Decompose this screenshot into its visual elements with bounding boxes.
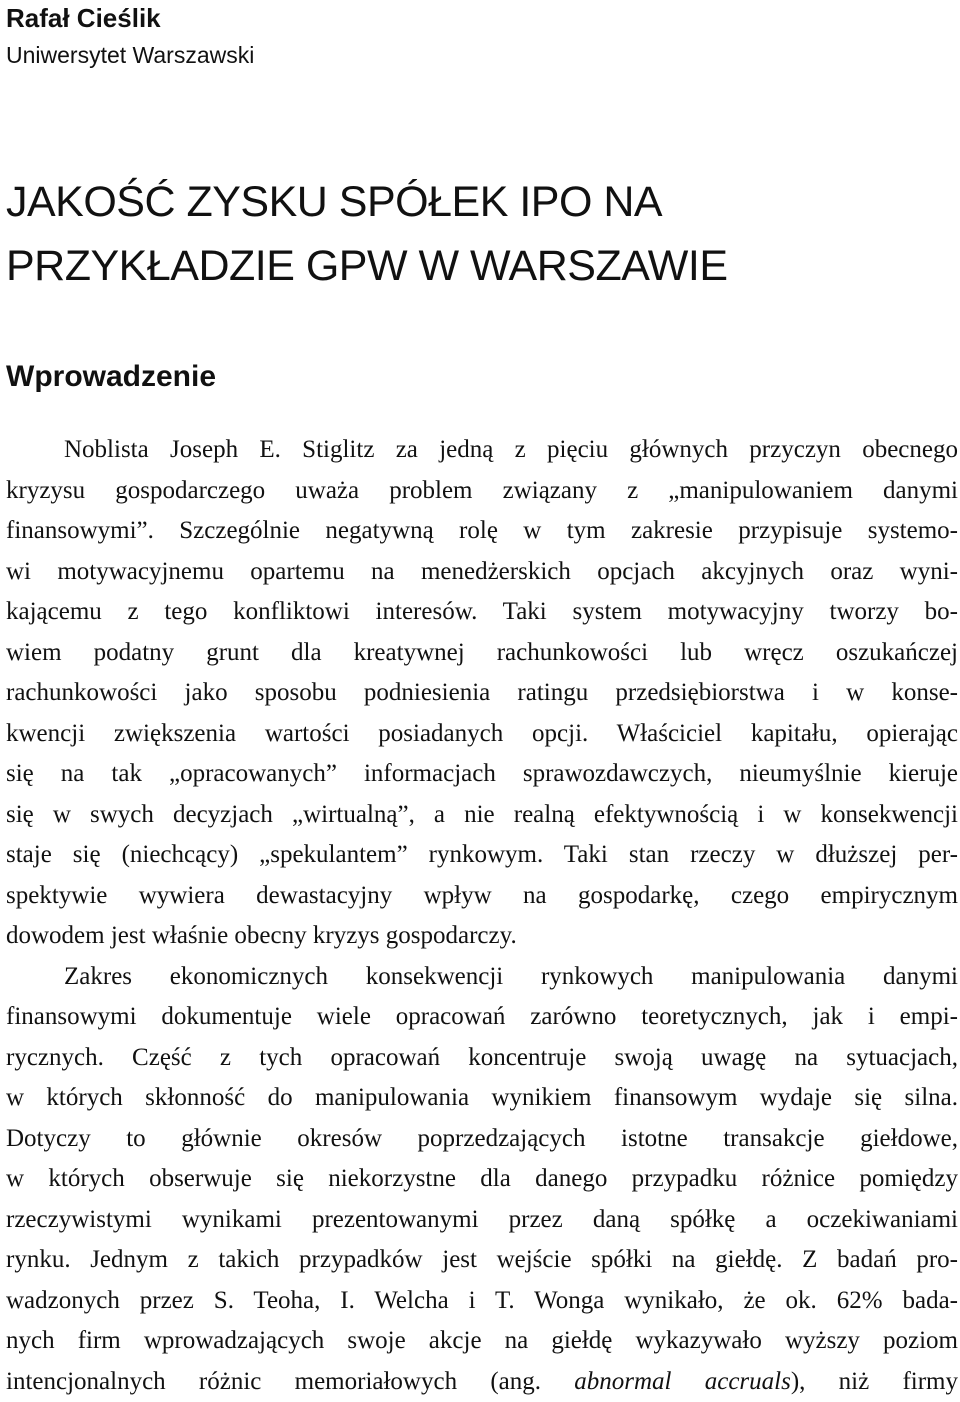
body-line: w których obserwuje się niekorzystne dla danego przypadku różnice pomiędzy — [6, 1159, 958, 1200]
body-line: Zakres ekonomicznych konsekwencji rynkowych manipulowania danymi — [6, 957, 958, 998]
body-line: Noblista Joseph E. Stiglitz za jedną z pięciu głównych przyczyn obecnego — [6, 430, 958, 471]
body-line: Dotyczy to głównie okresów poprzedzających istotne transakcje giełdowe, — [6, 1119, 958, 1160]
body-line: się na tak „opracowanych” informacjach sprawozdawczych, nieumyślnie kieruje — [6, 754, 958, 795]
body-line: wiem podatny grunt dla kreatywnej rachunkowości lub wręcz oszukańczej — [6, 633, 958, 674]
article-title-line-2: PRZYKŁADZIE GPW W WARSZAWIE — [6, 234, 728, 298]
body-text — [6, 430, 958, 1402]
body-line: kryzysu gospodarczego uważa problem związany z „manipulowaniem danymi — [6, 471, 958, 512]
body-line: rynku. Jednym z takich przypadków jest wejście spółki na giełdę. Z badań pro- — [6, 1240, 958, 1281]
section-heading: Wprowadzenie — [6, 357, 216, 397]
body-text-run: intencjonalnych różnic memoriałowych (ang. — [6, 1368, 541, 1395]
body-line-mixed — [6, 1362, 958, 1402]
body-line: staje się (niechcący) „spekulantem” rynkowym. Taki stan rzeczy w dłuższej per- — [6, 835, 958, 876]
body-line: nych firm wprowadzających swoje akcje na giełdę wykazywało wyższy poziom — [6, 1321, 958, 1362]
body-line: dowodem jest właśnie obecny kryzys gospodarczy. — [6, 916, 958, 957]
body-line: wi motywacyjnemu opartemu na menedżerskich opcjach akcyjnych oraz wyni- — [6, 552, 958, 593]
body-line: finansowymi dokumentuje wiele opracowań zarówno teoretycznych, jak i empi- — [6, 997, 958, 1038]
article-title-line-1: JAKOŚĆ ZYSKU SPÓŁEK IPO NA — [6, 170, 728, 234]
body-line: rzeczywistymi wynikami prezentowanymi przez daną spółkę a oczekiwaniami — [6, 1200, 958, 1241]
body-line: finansowymi”. Szczególnie negatywną rolę w tym zakresie przypisuje systemo- — [6, 511, 958, 552]
body-line: rycznych. Część z tych opracowań koncentruje swoją uwagę na sytuacjach, — [6, 1038, 958, 1079]
body-line: się w swych decyzjach „wirtualną”, a nie realną efektywnością i w konsekwencji — [6, 795, 958, 836]
body-line: rachunkowości jako sposobu podniesienia ratingu przedsiębiorstwa i w konse- — [6, 673, 958, 714]
body-line: wadzonych przez S. Teoha, I. Welcha i T. Wonga wynikało, że ok. 62% bada- — [6, 1281, 958, 1322]
italic-term: abnormal accruals — [574, 1368, 791, 1395]
body-line: kającemu z tego konfliktowi interesów. Taki system motywacyjny tworzy bo- — [6, 592, 958, 633]
article-title — [6, 170, 728, 298]
body-line: w których skłonność do manipulowania wynikiem finansowym wydaje się silna. — [6, 1078, 958, 1119]
body-text-run: ), niż firmy — [791, 1368, 958, 1395]
author-affiliation: Uniwersytet Warszawski — [6, 40, 254, 70]
body-line: kwencji zwiększenia wartości posiadanych opcji. Właściciel kapitału, opierając — [6, 714, 958, 755]
body-line: spektywie wywiera dewastacyjny wpływ na gospodarkę, czego empirycznym — [6, 876, 958, 917]
author-name: Rafał Cieślik — [6, 2, 161, 34]
